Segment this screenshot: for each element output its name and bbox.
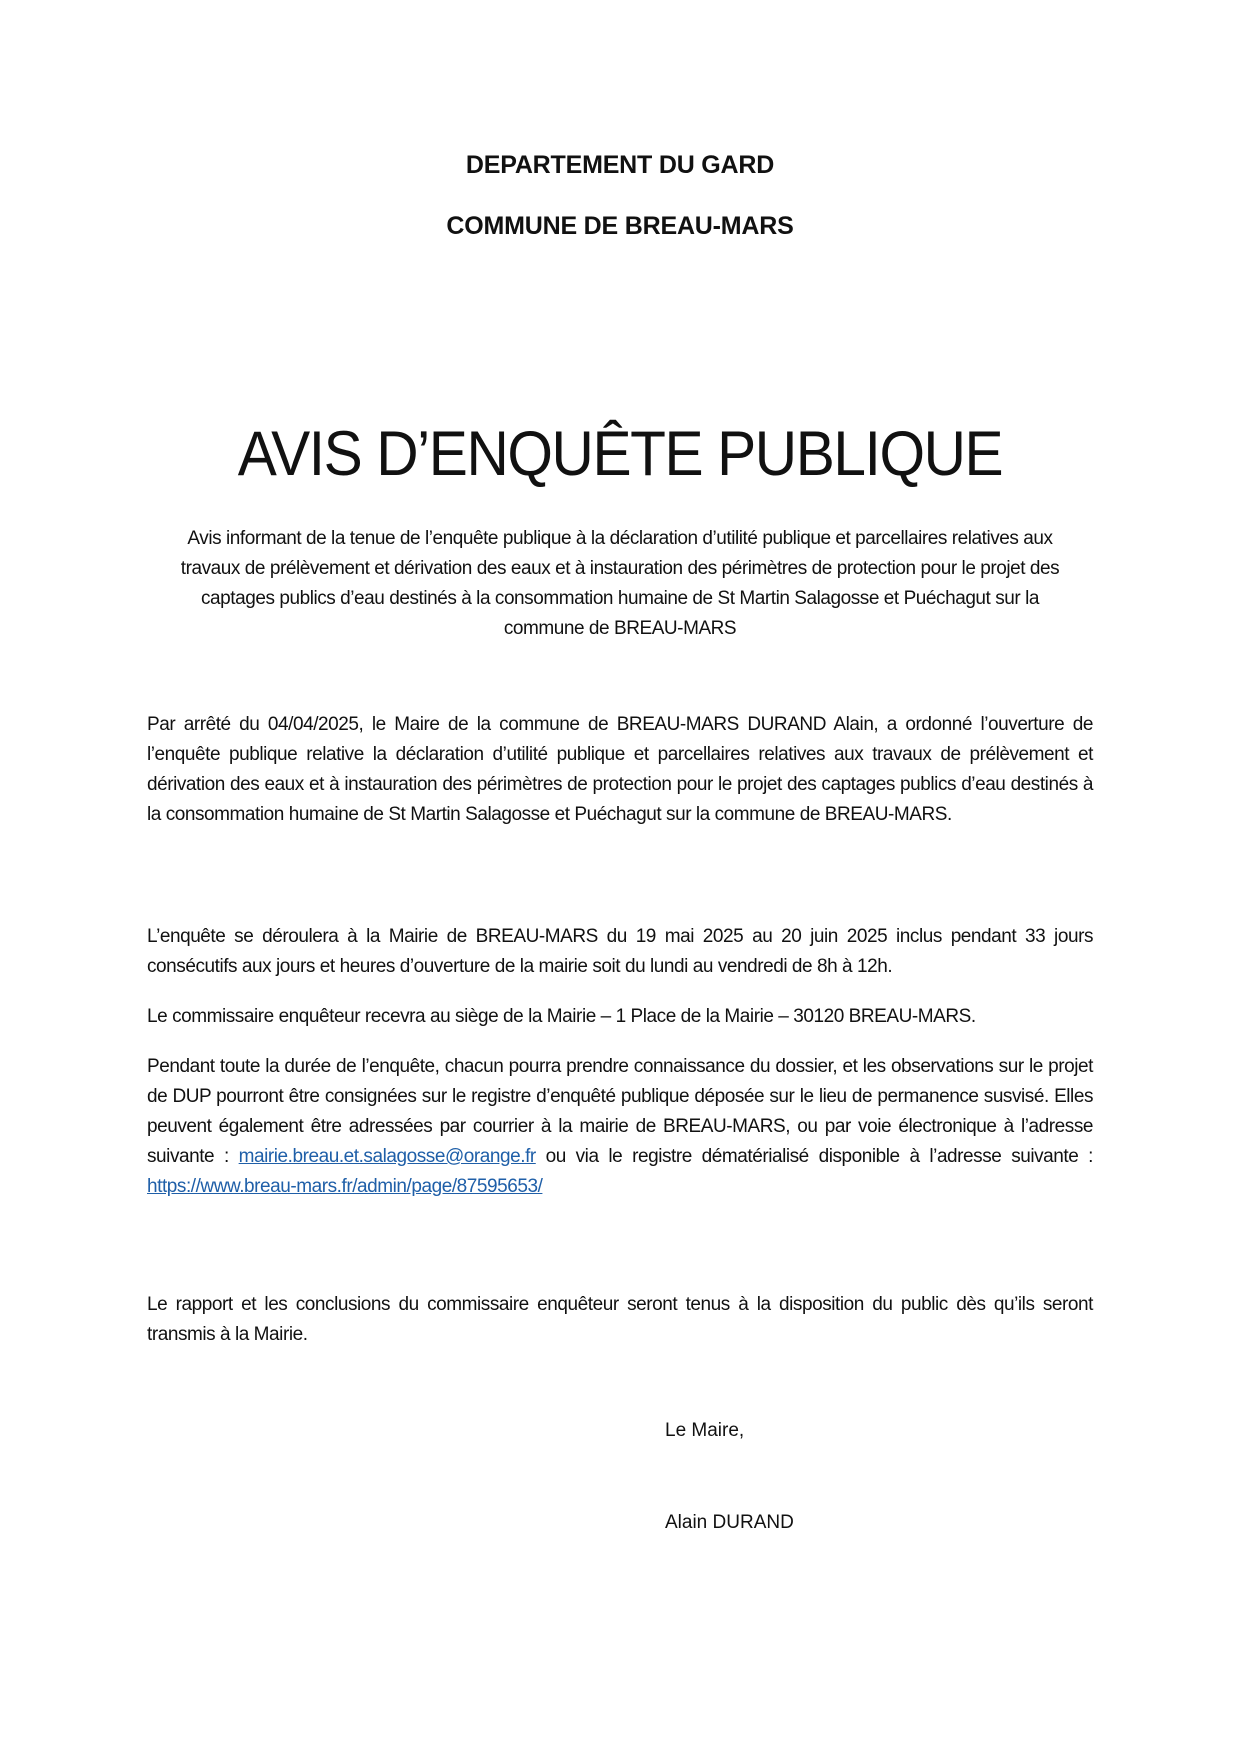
paragraph-location: Le commissaire enquêteur recevra au siège de la Mairie – 1 Place de la Mairie – 30120 BREAU-MARS. (147, 1006, 976, 1027)
observations-text-1: Pendant toute la durée de l’enquête, chacun pourra prendre connaissance du dossier, et les observations sur le projet de DUP pourront être consignées sur le registre d’enquêté publique déposée sur le lieu de permanence susvisé. Elles peuvent également être adressées par courrier à la mairie de BREAU-MARS, ou par voie électronique à l’adresse suivante : (147, 1056, 1093, 1167)
signature-name: Alain DURAND (665, 1512, 794, 1533)
email-link[interactable]: mairie.breau.et.salagosse@orange.fr (238, 1146, 536, 1167)
department-heading: DEPARTEMENT DU GARD (465, 151, 775, 179)
page-title: AVIS D’ENQUÊTE PUBLIQUE (237, 419, 1003, 489)
notice-subtitle: Avis informant de la tenue de l’enquête publique à la déclaration d’utilité publique et parcellaires relatives aux travaux de prélèvement et dérivation des eaux et à instauration des périmètres de protection pour le projet des captages publics d’eau destinés à la consommation humaine de St Martin Salagosse et Puéchagut sur la commune de BREAU-MARS (180, 528, 1060, 639)
paragraph-dates: L’enquête se déroulera à la Mairie de BREAU-MARS du 19 mai 2025 au 20 juin 2025 inclus pendant 33 jours consécutifs aux jours et heures d’ouverture de la mairie soit du lundi au vendredi de 8h à 12h. (147, 926, 1093, 977)
commune-heading: COMMUNE DE BREAU-MARS (446, 212, 794, 240)
observations-text-2: ou via le registre dématérialisé disponible à l’adresse suivante : (535, 1146, 1094, 1167)
paragraph-observations (147, 1052, 1093, 1202)
paragraph-report: Le rapport et les conclusions du commissaire enquêteur seront tenus à la disposition du public dès qu’ils seront transmis à la Mairie. (147, 1294, 1093, 1345)
signature-role: Le Maire, (665, 1420, 745, 1441)
paragraph-decree: Par arrêté du 04/04/2025, le Maire de la commune de BREAU-MARS DURAND Alain, a ordonné l’ouverture de l’enquête publique relative la déclaration d’utilité publique et parcellaires relatives aux travaux de prélèvement et dérivation des eaux et à instauration des périmètres de protection pour le projet des captages publics d’eau destinés à la consommation humaine de St Martin Salagosse et Puéchagut sur la commune de BREAU-MARS. (147, 714, 1093, 825)
registry-url-link[interactable]: https://www.breau-mars.fr/admin/page/87595653/ (147, 1176, 543, 1197)
